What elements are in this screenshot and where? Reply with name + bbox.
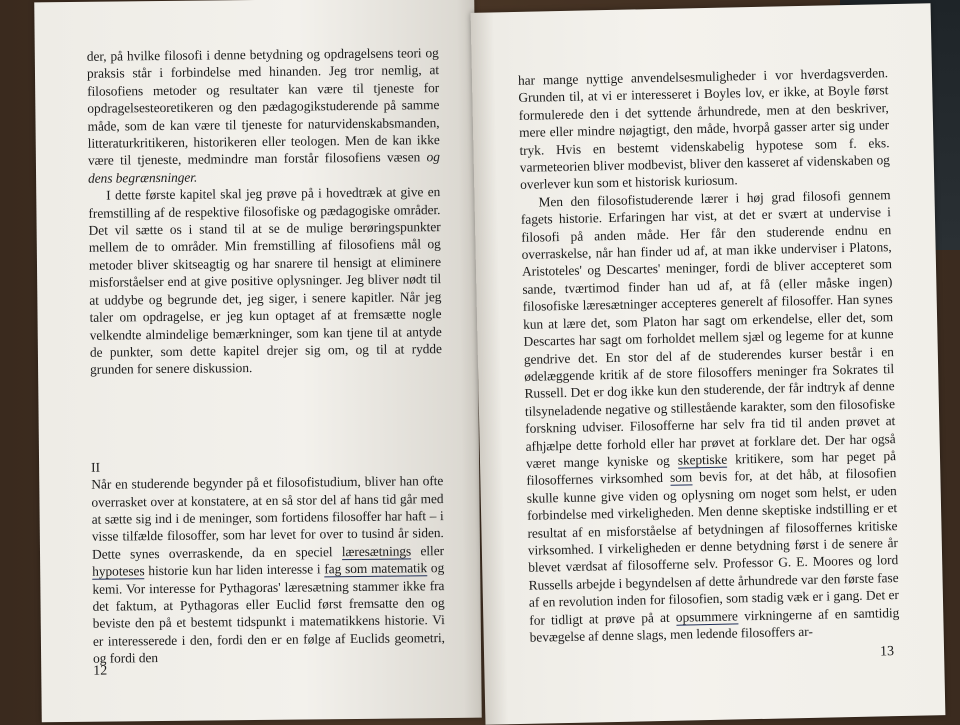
underlined-text: læresætnings: [341, 543, 412, 559]
page-number: 13: [879, 644, 895, 660]
underlined-text: som: [669, 469, 693, 486]
paragraph: Når en studerende begynder på et filosofistudium, bliver han ofte overrasket over at konstatere, at en så stor del af hans tid går med at sætte sig ind i de meninger, som fortidens filosoffer har haft – i visse tilfælde filosoffer, som har levet for over to tusind år siden. Dette synes overraskende, da en speciel læresætnings eller hypoteses historie kun har liden interesse i fag som matematik og kemi. Vor interesse for Pythagoras' læresætning stammer ikke fra det faktum, at Pythagoras eller Euclid først fremsatte den og beviste den på et bestemt tidspunkt i matematikkens historie. Vi er interesserede i den, fordi den er en følge af Euclids geometri, og fordi den: [91, 473, 445, 666]
paragraph: I dette første kapitel skal jeg prøve på i hovedtræk at give en fremstilling af de respektive filosofiske og pædagogiske områder. Det vil sætte os i stand til at se de mulige berøringspunkter mellem de to områder. Min fremstilling af filosofiens mål og metoder bliver skitseagtig og har snarere til hensigt at eliminere misforståelser end at give positive oplysninger. Jeg bliver nødt til at uddybe og begrunde det, jeg siger, i senere kapitler. Når jeg taler om opdragelse, er jeg kun optaget af at fremsætte nogle velkendte almindelige bemærkninger, som kan tjene til at antyde de punkter, som dette kapitel drejer sig om, og til at rydde grunden for senere diskussion.: [88, 184, 442, 378]
underlined-text: fag som matematik: [324, 560, 428, 577]
section-heading: II: [91, 459, 101, 475]
underlined-text: hypoteses: [92, 563, 145, 579]
right-page: [471, 3, 946, 724]
underlined-text: opsummere: [675, 608, 739, 625]
paragraph: har mange nyttige anvendelsesmuligheder i vor hverdagsverden. Grunden til, at vi er interesseret i Boyles lov, er ikke, at Boyle først formulerede den i det syttende århundrede, men at den beskriver, mere eller mindre nøjagtigt, den måde, hvorpå gasser arter sig under tryk. Hvis en bestemt videnskabelig hypotese som f. eks. varmeteorien bliver modbevist, bliver den kasseret af videnskaben og overlever kun som et historisk kuriosum.: [517, 65, 890, 193]
paragraph: Men den filosofistuderende lærer i høj grad filosofi gennem fagets historie. Erfaringen har vist, at det er svært at undervise i filosofi på anden måde. Her får den studerende endnu en overraskelse, når han finder ud af, at man ikke underviser i Platons, Aristoteles' og Descartes' meninger, fordi de bliver accepteret som sande, tværtimod finder han ud af, at få (eller måske ingen) filosofiske læresætninger accepteres generelt af filosoffer. Han synes kun at lære det, som Platon har sagt om erkendelse, eller det, som Descartes har sagt om forholdet mellem sjæl og legeme for at kunne gendrive det. En stor del af de studerendes kurser består i en ødelæggende kritik af de store filosoffers meninger fra Sokrates til Russell. Det er dog ikke kun den studerende, der får indtryk af denne tilsyneladende negative og stillestående karakter, som den filosofiske forskning udviser. Filosofferne har selv fra tid til anden prøvet at afhjælpe dette forhold eller har prøvet at forklare det. Der har også været mange kyniske og skeptiske kritikere, som har peget på filosoffernes virksomhed som bevis for, at det håb, at filosofien skulle kunne give viden og oplysning om noget som helst, er uden forbindelse med virkeligheden. Men denne skeptiske indstilling er et resultat af en misforståelse af betydningen af filosoffernes kritiske virksomhed. I virkeligheden er denne betydning først i de senere år blevet værdsat af filosofferne selv. Professor G. E. Moores og lord Russells arbejde i begyndelsen af dette århundrede var den første fase af en revolution inden for filosofien, som stadig væk er i gang. Det er for tidligt at prøve på at opsummere virkningerne af en samtidig bevægelse af denne slags, men ledende filosoffers ar-: [520, 186, 900, 645]
paragraph: der, på hvilke filosofi i denne betydning og opdragelsens teori og praksis står i forbindelse med hinanden. Jeg tror nemlig, at filosofiens metoder og resultater kan være til tjeneste for opdragelsesteoretikeren og den pædagogikstuderende på samme måde, som de kan være til tjeneste for naturvidenskabsmanden, litteraturkritikeren, historikeren eller teologen. Men de kan ikke være til tjeneste, medmindre man forstår filosofiens væsen og dens begrænsninger.: [86, 45, 440, 186]
right-text-column: [518, 64, 900, 646]
underlined-text: skeptiske: [677, 451, 728, 468]
left-text-column: [87, 44, 445, 667]
left-page: [34, 0, 482, 722]
page-number: 12: [93, 663, 108, 679]
